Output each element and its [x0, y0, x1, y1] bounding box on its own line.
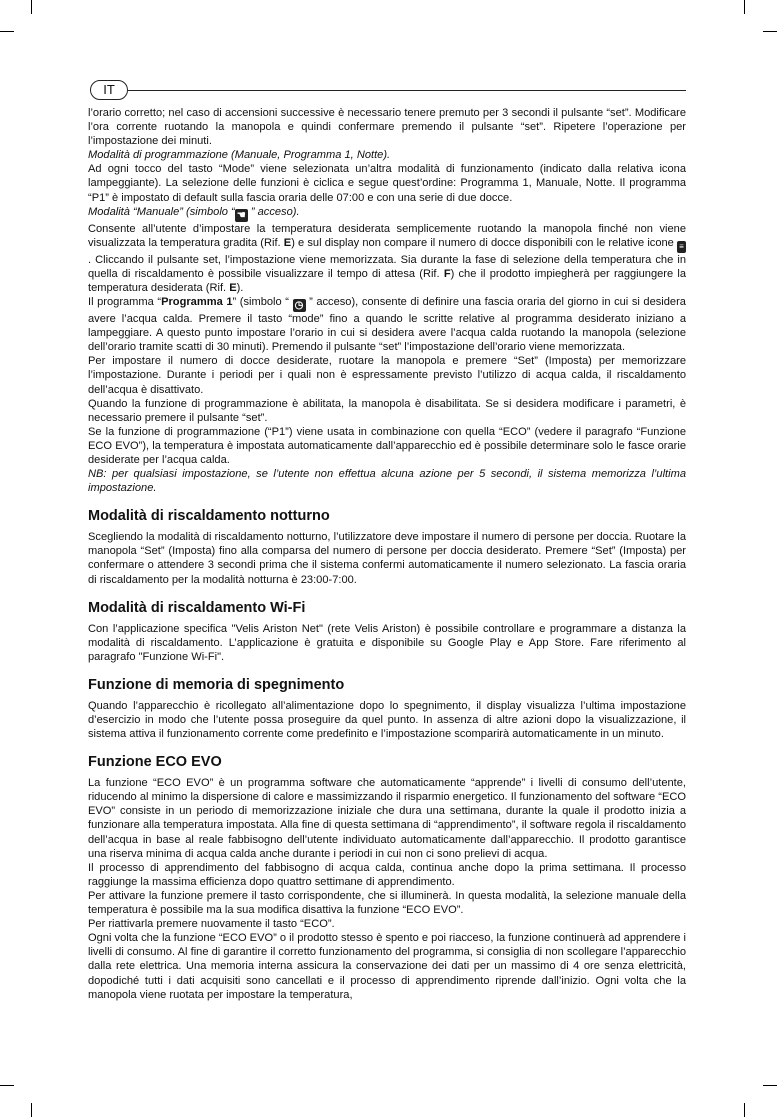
crop-mark-right-bottom: [763, 1085, 777, 1086]
manual-mode-heading: Modalità “Manuale” (simbolo “ ☚ ” acceso).: [88, 205, 300, 221]
crop-mark-top-right: [744, 0, 745, 14]
paragraph: Per attivare la funzione premere il tasto corrispondente, che si illuminerà. In questa modalità, la selezione manuale della temperatura è possibile ma la sua modifica disattiva la funzione “ECO EVO”.: [88, 889, 686, 917]
paragraph: Quando l’apparecchio è ricollegato all’alimentazione dopo lo spegnimento, il display visualizza l’ultima impostazione d’esercizio in modo che l’utente possa proseguire da quel punto. In assenza di altre azioni dopo la visualizzazione, il sistema attiva il funzionamento corrente come predefinito e l’impostazione scomparirà automaticamente in un minuto.: [88, 699, 686, 741]
paragraph: La funzione “ECO EVO” è un programma software che automaticamente “apprende” i livelli di consumo dell’utente, riducendo al minimo la dispersione di calore e massimizzando il risparmio energetico. Il funzionamento del software “ECO EVO” consiste in un periodo di memorizzazione iniziale che dura una settimana, durante la quale il prodotto inizia a funzionare alla temperatura impostata. Alla fine di questa settimana di “apprendimento”, il software regola il riscaldamento dell’acqua in base al reale fabbisogno dell’utente individuato automaticamente dall’apparecchio. Il prodotto garantisce una riserva minima di acqua calda anche durante i periodi in cui non ci sono prelievi di acqua.: [88, 777, 686, 860]
paragraph: Ad ogni tocco del tasto “Mode” viene selezionata un’altra modalità di funzionamento (indicato dalla relativa icona lampeggiante). La selezione delle funzioni è ciclica e segue quest’ordine: Programma 1, Manuale, Notte. Il programma “P1” è impostato di default sulla fascia oraria delle 07:00 e con una serie di due docce.: [88, 163, 686, 204]
paragraph: Se la funzione di programmazione (“P1”) viene usata in combinazione con quella “ECO” (vedere il paragrafo “Funzione ECO EVO”), la temperatura è impostata automaticamente dall’apparecchio ed è possibile determinare solo le fasce orarie desiderate per l’acqua calda.: [88, 425, 686, 466]
language-badge: IT: [90, 80, 128, 100]
paragraph: Con l’applicazione specifica "Velis Ariston Net" (rete Velis Ariston) è possibile controllare e programmare a distanza la modalità di riscaldamento. L’applicazione è gratuita e disponibile su Google Play e App Store. Fare riferimento al paragrafo "Funzione Wi-Fi".: [88, 622, 686, 663]
crop-mark-left-top: [0, 31, 14, 32]
hand-icon: ☚: [235, 209, 248, 222]
paragraph: Consente all’utente d’impostare la temperatura desiderata semplicemente ruotando la manopola finché non viene visualizzata la temperatura gradita (Rif. E) e sul display non compare il numero di docce disponibili con le relative icone ≡. Cliccando il pulsante set, l’impostazione viene memorizzata. Sia durante la fase di selezione della temperatura che in quella di riscaldamento è possibile visualizzare il tempo di attesa (Rif. F) che il prodotto impiegherà per raggiungere la temperatura desiderata (Rif. E).: [88, 222, 687, 294]
paragraph: Il programma “Programma 1” (simbolo “ ◷ ” acceso), consente di definire una fascia oraria del giorno in cui si desidera avere l’acqua calda. Premere il tasto “mode” fino a quando le scritte relative al programma desiderato iniziano a lampeggiare. A questo punto impostare l’orario in cui si desidera avere l’acqua calda ruotando la manopola (selezione dell’orario tramite scatti di 30 minuti). Premendo il pulsante “set” l’impostazione dell’orario viene memorizzata.: [88, 296, 686, 354]
paragraph: Il processo di apprendimento del fabbisogno di acqua calda, continua anche dopo la prima settimana. Il processo raggiunge la massima efficienza dopo quattro settimane di apprendimento.: [88, 861, 686, 888]
crop-mark-left-bottom: [0, 1085, 14, 1086]
section-heading-memoria: Funzione di memoria di spegnimento: [88, 676, 345, 693]
crop-mark-bottom-right: [744, 1103, 745, 1117]
paragraph: l’orario corretto; nel caso di accensioni successive è necessario tenere premuto per 3 secondi il pulsante “set”. Modificare l’ora corrente ruotando la manopola e quindi confermare premendo il pulsante “set”. Ripetere l’operazione per l’impostazione dei minuti.: [88, 107, 686, 148]
paragraph: Per impostare il numero di docce desiderate, ruotare la manopola e premere “Set” (Imposta) per memorizzare l’impostazione. Durante i periodi per i quali non è espressamente previsto l’utilizzo di acqua calda, il riscaldamento dell’acqua è disattivato.: [88, 355, 686, 396]
paragraph: Quando la funzione di programmazione è abilitata, la manopola è disabilitata. Se si desidera modificare i parametri, è necessario premere il pulsante “set”.: [88, 397, 686, 424]
paragraph: Per riattivarla premere nuovamente il tasto “ECO”.: [88, 918, 335, 931]
section-heading-eco-evo: Funzione ECO EVO: [88, 754, 222, 771]
section-heading-wifi: Modalità di riscaldamento Wi-Fi: [88, 599, 306, 616]
paragraph: Scegliendo la modalità di riscaldamento notturno, l’utilizzatore deve impostare il numero di persone per doccia. Ruotare la manopola “Set” (Imposta) fino alla comparsa del numero di persone per doccia desiderato. Premere “Set” (Imposta) per confermare o attendere 3 secondi prima che il sistema confermi automaticamente il numero selezionato. La fascia oraria di riscaldamento per la modalità notturna è 23:00-7:00.: [88, 531, 686, 586]
crop-mark-right-top: [763, 31, 777, 32]
paragraph: Ogni volta che la funzione “ECO EVO” o il prodotto stesso è spento e poi riacceso, la funzione continuerà ad apprendere i livelli di consumo. Al fine di garantire il corretto funzionamento del programma, si consiglia di non scollegare l’apparecchio dalla rete elettrica. Una memoria interna assicura la conservazione dei dati per un massimo di 4 ore senza elettricità, dopodiché tutti i dati acquisiti sono cancellati e il processo di apprendimento riprende dall’inizio. Ogni volta che la manopola viene ruotata per impostare la temperatura,: [88, 932, 686, 1001]
shower-count-icon: ≡: [677, 241, 686, 253]
crop-mark-top-left: [31, 0, 32, 14]
document-body: [88, 106, 686, 1002]
programming-modes-heading: Modalità di programmazione (Manuale, Programma 1, Notte).: [88, 149, 391, 162]
crop-mark-bottom-left: [31, 1103, 32, 1117]
section-heading-notturno: Modalità di riscaldamento notturno: [88, 508, 330, 525]
note: NB: per qualsiasi impostazione, se l’utente non effettua alcuna azione per 5 secondi, il sistema memorizza l’ultima impostazione.: [88, 468, 686, 495]
clock-icon: ◷: [293, 299, 306, 312]
header-rule: [128, 90, 686, 91]
